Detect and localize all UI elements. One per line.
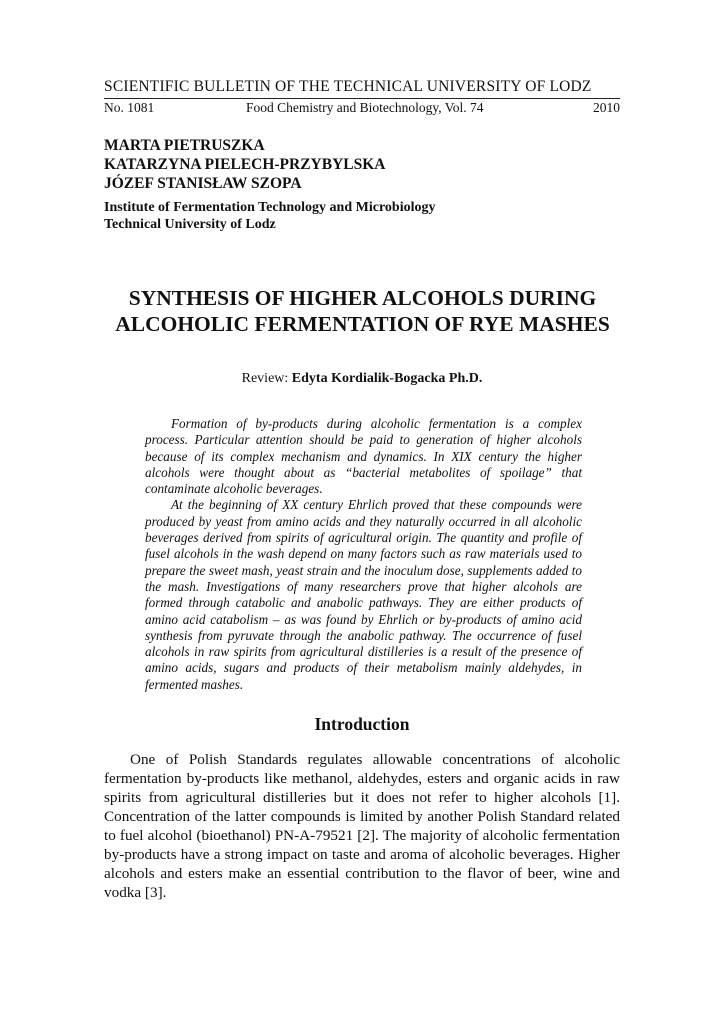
- title-line: ALCOHOLIC FERMENTATION OF RYE MASHES: [115, 312, 610, 336]
- paper-title: [80, 285, 645, 337]
- abstract-paragraph: At the beginning of XX century Ehrlich proved that these compounds were produced by yeast from amino acids and they naturally occurred in all alcoholic beverages derived from spirits of agricultural origin. The quantity and profile of fusel alcohols in the wash depend on many factors such as raw materials used to prepare the sweet mash, yeast strain and the inoculum dose, supplements added to the mash. Investigations of many researchers prove that higher alcohols are formed through catabolic and anabolic pathways. They are either products of amino acid catabolism – as was found by Ehrlich or by-products of amino acid synthesis from pyruvate through the anabolic pathway. The occurrence of fusel alcohols in raw spirits from agricultural distilleries is a result of the presence of amino acids, sugars and products of their metabolism mainly aldehydes, in fermented mashes.: [145, 497, 582, 692]
- author-name: MARTA PIETRUSZKA: [104, 137, 265, 154]
- reviewer-name: Edyta Kordialik-Bogacka Ph.D.: [291, 371, 483, 386]
- title-line: SYNTHESIS OF HIGHER ALCOHOLS DURING: [128, 286, 597, 310]
- author-name: KATARZYNA PIELECH-PRZYBYLSKA: [104, 156, 386, 173]
- author-list: [104, 136, 385, 193]
- abstract: [145, 416, 582, 693]
- abstract-paragraph: Formation of by-products during alcoholic fermentation is a complex process. Particular attention should be paid to generation of higher alcohols because of its complex mechanism and dynamics. In XIX century the higher alcohols were thought about as “bacterial metabolites of spoilage” that contaminate alcoholic beverages.: [145, 416, 582, 497]
- review-line: [104, 371, 620, 387]
- journal-meta: [104, 100, 620, 116]
- author-name: JÓZEF STANISŁAW SZOPA: [104, 175, 302, 192]
- affiliation-line: Institute of Fermentation Technology and Microbiology: [104, 200, 436, 215]
- affiliation: [104, 199, 435, 233]
- publication-year: 2010: [593, 100, 620, 115]
- review-label: Review:: [241, 371, 292, 386]
- section-heading-introduction: Introduction: [314, 714, 410, 734]
- body-paragraph: One of Polish Standards regulates allowable concentrations of alcoholic fermentation by-products like methanol, aldehydes, esters and organic acids in raw spirits from agricultural distilleries but it does not refer to higher alcohols [1]. Concentration of the latter compounds is limited by another Polish Standard related to fuel alcohol (bioethanol) PN-A-79521 [2]. The majority of alcoholic fermentation by-products have a strong impact on taste and aroma of alcoholic beverages. Higher alcohols and esters make an essential contribution to the flavor of beer, wine and vodka [3].: [104, 751, 620, 901]
- issue-number: No. 1081: [104, 100, 155, 115]
- journal-series: Food Chemistry and Biotechnology, Vol. 74: [246, 100, 484, 115]
- header-rule: [104, 98, 620, 99]
- affiliation-line: Technical University of Lodz: [104, 217, 276, 232]
- journal-title: SCIENTIFIC BULLETIN OF THE TECHNICAL UNIVERSITY OF LODZ: [104, 78, 592, 95]
- introduction-body: [104, 750, 620, 902]
